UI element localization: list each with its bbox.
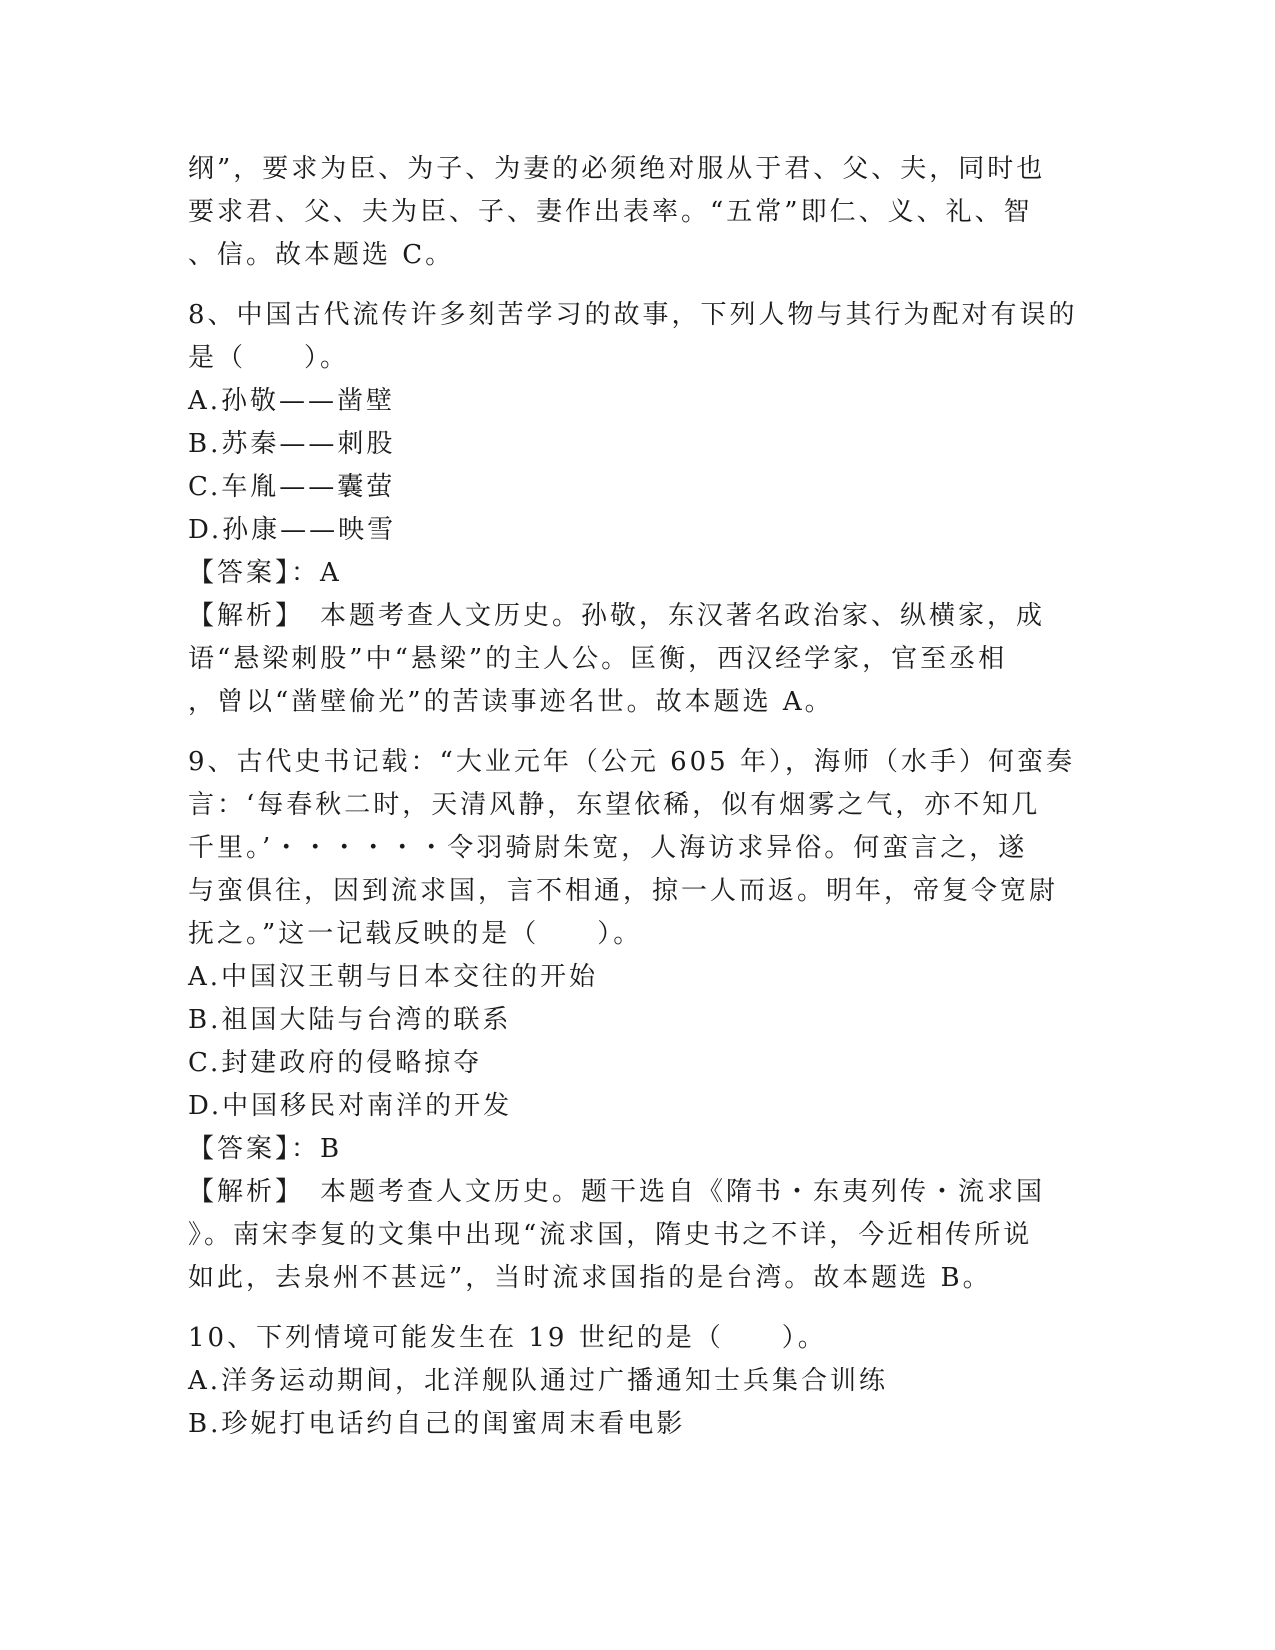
question-stem: 是（ ）。 — [188, 343, 350, 373]
page-content — [188, 148, 1088, 1446]
text-line: 纲”，要求为臣、为子、为妻的必须绝对服从于君、父、夫，同时也 — [188, 154, 1046, 184]
analysis: 语“悬梁刺股”中“悬梁”的主人公。匡衡，西汉经学家，官至丞相 — [188, 644, 1008, 674]
question-9 — [188, 741, 1088, 1300]
option-d: D.孙康——映雪 — [188, 515, 397, 545]
previous-explanation — [188, 148, 1088, 277]
option-d: D.中国移民对南洋的开发 — [188, 1091, 513, 1121]
analysis: 【解析】 本题考查人文历史。孙敬，东汉著名政治家、纵横家，成 — [188, 601, 1046, 631]
question-stem: 10、下列情境可能发生在 19 世纪的是（ ）。 — [188, 1323, 827, 1353]
question-stem: 与蛮俱往，因到流求国，言不相通，掠一人而返。明年，帝复令宽尉 — [188, 876, 1059, 906]
question-stem: 8、中国古代流传许多刻苦学习的故事，下列人物与其行为配对有误的 — [188, 300, 1078, 330]
answer: 【答案】：A — [188, 558, 342, 588]
analysis: 》。南宋李复的文集中出现“流求国，隋史书之不详，今近相传所说 — [188, 1220, 1033, 1250]
option-c: C.车胤——囊萤 — [188, 472, 396, 502]
question-stem: 9、古代史书记载：“大业元年（公元 605 年），海师（水手）何蛮奏 — [188, 747, 1075, 777]
option-b: B.珍妮打电话约自己的闺蜜周末看电影 — [188, 1409, 686, 1439]
text-line: 要求君、父、夫为臣、子、妻作出表率。“五常”即仁、义、礼、智 — [188, 197, 1033, 227]
question-stem: 千里。’・・・・・・令羽骑尉朱宽，人海访求异俗。何蛮言之，遂 — [188, 833, 1028, 863]
analysis: 如此，去泉州不甚远”，当时流求国指的是台湾。故本题选 B。 — [188, 1263, 992, 1293]
option-a: A.洋务运动期间，北洋舰队通过广播通知士兵集合训练 — [188, 1366, 889, 1396]
text-line: 、信。故本题选 C。 — [188, 240, 455, 270]
question-stem: 言：‘每春秋二时，天清风静，东望依稀，似有烟雾之气，亦不知几 — [188, 790, 1041, 820]
question-stem: 抚之。”这一记载反映的是（ ）。 — [188, 919, 643, 949]
option-a: A.中国汉王朝与日本交往的开始 — [188, 962, 599, 992]
analysis: 【解析】 本题考查人文历史。题干选自《隋书・东夷列传・流求国 — [188, 1177, 1046, 1207]
option-c: C.封建政府的侵略掠夺 — [188, 1048, 483, 1078]
analysis: ，曾以“凿壁偷光”的苦读事迹名世。故本题选 A。 — [188, 687, 834, 717]
option-b: B.苏秦——刺股 — [188, 429, 396, 459]
option-b: B.祖国大陆与台湾的联系 — [188, 1005, 512, 1035]
answer: 【答案】：B — [188, 1134, 343, 1164]
question-10 — [188, 1317, 1088, 1446]
question-8 — [188, 294, 1088, 724]
option-a: A.孙敬——凿壁 — [188, 386, 396, 416]
